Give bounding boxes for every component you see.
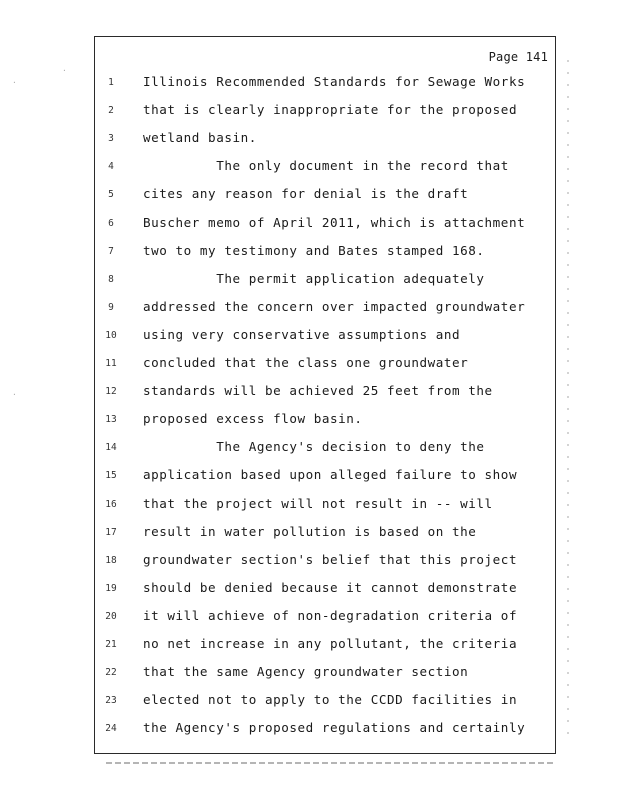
transcript-line (0, 101, 618, 121)
line-text: the Agency's proposed regulations and certainly (143, 720, 526, 736)
line-text: wetland basin. (143, 130, 257, 146)
line-text: that the project will not result in -- will (143, 495, 493, 511)
margin-tick: · (12, 390, 17, 399)
line-text: Buscher memo of April 2011, which is attachment (143, 214, 526, 230)
transcript-line (0, 663, 618, 683)
line-text: groundwater section's belief that this project (143, 551, 518, 567)
line-number: 11 (105, 358, 117, 369)
line-text: result in water pollution is based on the (143, 523, 477, 539)
line-text: no net increase in any pollutant, the criteria (143, 636, 518, 651)
transcript-line (0, 551, 618, 571)
line-text: Illinois Recommended Standards for Sewage Works (143, 74, 526, 89)
line-number: 24 (105, 723, 117, 735)
line-text: two to my testimony and Bates stamped 168. (143, 242, 485, 258)
margin-tick: · (12, 78, 17, 87)
scan-margin-noise (567, 60, 569, 740)
transcript-line (0, 466, 618, 486)
line-number: 14 (105, 442, 117, 454)
transcript-line (0, 719, 618, 739)
line-number: 15 (105, 470, 117, 482)
transcript-line (0, 242, 618, 262)
transcript-line (0, 270, 618, 290)
margin-tick: · (62, 66, 67, 75)
line-number: 10 (105, 329, 117, 341)
line-text: addressed the concern over impacted groundwater (143, 298, 526, 314)
line-number: 1 (108, 77, 114, 88)
line-number: 12 (105, 386, 117, 398)
line-text: elected not to apply to the CCDD facilities in (143, 692, 518, 708)
line-number: 5 (108, 189, 114, 201)
transcript-line (0, 73, 618, 93)
line-text: cites any reason for denial is the draft (143, 186, 469, 202)
line-text: should be denied because it cannot demonstrate (143, 579, 518, 595)
bottom-edge-noise (106, 762, 554, 764)
line-text: concluded that the class one groundwater (143, 355, 469, 370)
line-text: it will achieve of non-degradation criteria of (143, 607, 518, 623)
transcript-line (0, 354, 618, 374)
transcript-line (0, 438, 618, 458)
line-text: The Agency's decision to deny the (143, 439, 485, 455)
line-text: proposed excess flow basin. (143, 411, 363, 427)
line-text: using very conservative assumptions and (143, 326, 461, 342)
line-number: 18 (105, 554, 117, 566)
transcript-line (0, 214, 618, 234)
line-number: 4 (108, 161, 114, 173)
line-number: 8 (108, 273, 114, 285)
transcript-line (0, 635, 618, 655)
line-number: 22 (105, 667, 117, 679)
transcript-line (0, 382, 618, 402)
transcript-line (0, 579, 618, 599)
line-text: standards will be achieved 25 feet from the (143, 383, 493, 399)
line-number: 19 (105, 582, 117, 594)
page-number: Page 141 (488, 50, 548, 64)
line-number: 2 (108, 105, 114, 117)
line-number: 23 (105, 695, 117, 707)
transcript-line (0, 607, 618, 627)
line-number: 13 (105, 414, 117, 426)
transcript-line (0, 185, 618, 205)
line-number: 17 (105, 526, 117, 538)
line-number: 21 (105, 639, 117, 650)
transcript-line (0, 410, 618, 430)
transcript-line (0, 157, 618, 177)
line-number: 20 (105, 610, 117, 622)
line-number: 6 (108, 217, 114, 229)
transcript-line (0, 129, 618, 149)
transcript-line (0, 691, 618, 711)
line-number: 3 (108, 133, 114, 145)
line-text: The only document in the record that (143, 158, 509, 174)
transcript-line (0, 523, 618, 543)
transcript-line (0, 326, 618, 346)
line-text: application based upon alleged failure to show (143, 467, 518, 483)
line-text: that is clearly inappropriate for the proposed (143, 102, 518, 118)
line-number: 16 (105, 498, 117, 510)
line-number: 7 (108, 245, 114, 257)
line-text: The permit application adequately (143, 270, 485, 286)
line-number: 9 (108, 301, 114, 313)
line-text: that the same Agency groundwater section (143, 664, 469, 680)
transcript-line (0, 495, 618, 515)
transcript-line (0, 298, 618, 318)
